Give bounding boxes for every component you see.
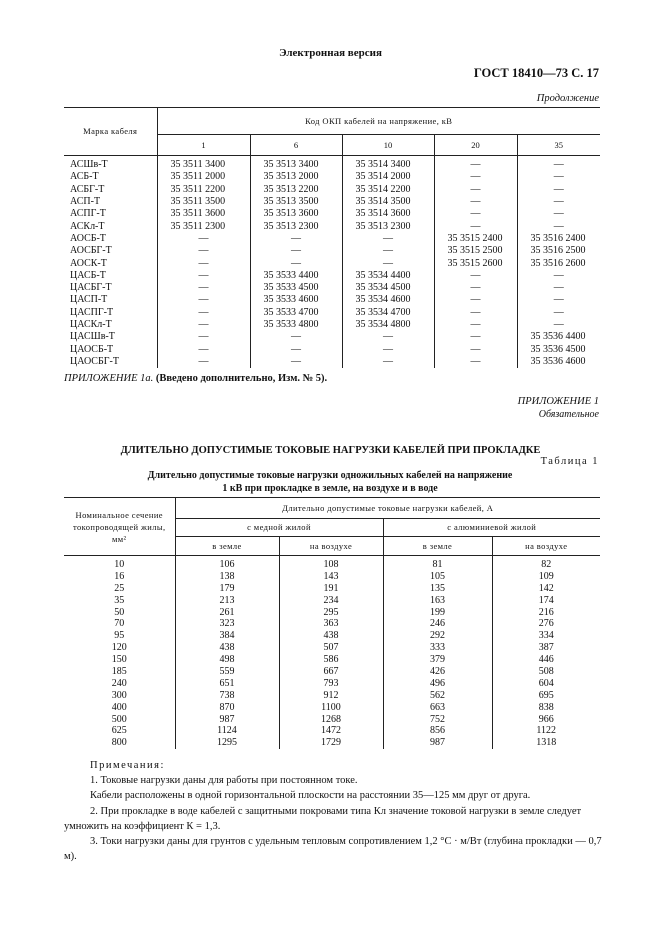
current-load-cell: 1729 [279, 737, 383, 749]
cable-brand-cell: АСП-Т [70, 196, 101, 208]
empty-code-cell: — [517, 282, 600, 294]
aluminum-ground-header: в земле [383, 537, 492, 556]
empty-code-cell: — [157, 270, 250, 282]
table-row [64, 233, 600, 245]
table-row [64, 666, 600, 678]
empty-code-cell: — [434, 331, 517, 343]
current-load-cell: 246 [383, 618, 492, 630]
current-load-cell: 586 [279, 654, 383, 666]
table-row [64, 220, 600, 232]
empty-code-cell: — [434, 171, 517, 183]
cross-section-cell: 50 [114, 606, 125, 618]
okp-code-cell: 35 3511 3500 [157, 196, 250, 208]
empty-code-cell: — [434, 208, 517, 220]
current-load-cell: 109 [492, 571, 600, 583]
electronic-version-label: Электронная версия [279, 47, 382, 59]
table-row [64, 331, 600, 343]
current-load-cell: 334 [492, 630, 600, 642]
current-load-cell: 870 [175, 702, 279, 714]
empty-code-cell: — [157, 282, 250, 294]
table-row [64, 702, 600, 714]
aluminum-air-header: на воздухе [492, 537, 600, 556]
empty-code-cell: — [250, 356, 342, 368]
current-load-cell: 987 [383, 737, 492, 749]
cross-section-cell: 120 [111, 642, 127, 654]
cable-brand-cell: АСШв-Т [70, 159, 108, 171]
current-load-cell: 295 [279, 607, 383, 619]
table-row [64, 356, 600, 368]
cross-section-cell: 16 [114, 570, 125, 582]
empty-code-cell: — [342, 356, 434, 368]
current-load-cell: 276 [492, 618, 600, 630]
table-row [64, 595, 600, 607]
note-1-continued: Кабели расположены в одной горизонтальной плоскости на расстоянии 35—125 мм друг от друга. [90, 790, 531, 802]
empty-code-cell: — [157, 307, 250, 319]
empty-code-cell: — [250, 343, 342, 355]
current-load-cell: 562 [383, 690, 492, 702]
current-load-cell: 663 [383, 702, 492, 714]
table-row [64, 654, 600, 666]
okp-code-cell: 35 3514 2200 [342, 184, 434, 196]
current-load-cell: 135 [383, 583, 492, 595]
okp-code-column-header: Код ОКП кабелей на напряжение, кВ [157, 108, 600, 135]
empty-code-cell: — [434, 294, 517, 306]
okp-code-cell: 35 3533 4600 [250, 294, 342, 306]
notes-block [64, 758, 604, 864]
current-load-cell: 216 [492, 607, 600, 619]
table-row [64, 714, 600, 726]
table-row [64, 270, 600, 282]
current-load-cell: 987 [175, 714, 279, 726]
table-row [64, 245, 600, 257]
table-row [64, 725, 600, 737]
current-load-table [64, 497, 600, 749]
okp-code-cell: 35 3514 3400 [342, 156, 434, 172]
empty-code-cell: — [517, 294, 600, 306]
current-load-cell: 179 [175, 583, 279, 595]
empty-code-cell: — [434, 307, 517, 319]
voltage-header: 10 [342, 135, 434, 156]
okp-code-cell: 35 3511 3600 [157, 208, 250, 220]
current-load-cell: 1318 [492, 737, 600, 749]
cable-brand-cell: АОСК-Т [70, 257, 107, 269]
note-2: 2. При прокладке в воде кабелей с защитными покровами типа Кл значение токовой нагрузки в земле следует умножить на коэффициент К = 1,3. [64, 805, 582, 832]
copper-group-header: с медной жилой [175, 519, 383, 537]
current-load-cell: 292 [383, 630, 492, 642]
current-load-cell: 1124 [175, 725, 279, 737]
empty-code-cell: — [342, 245, 434, 257]
empty-code-cell: — [517, 156, 600, 172]
cross-section-cell: 240 [111, 677, 127, 689]
empty-code-cell: — [517, 196, 600, 208]
appendix-1a-amendment: (Введено дополнительно, Изм. № 5). [155, 373, 328, 384]
current-load-cell: 384 [175, 630, 279, 642]
empty-code-cell: — [434, 156, 517, 172]
cable-brand-cell: АСБГ-Т [70, 183, 105, 195]
cross-section-cell: 500 [111, 713, 127, 725]
current-load-cell: 323 [175, 618, 279, 630]
table-row [64, 737, 600, 749]
okp-code-cell: 35 3515 2600 [434, 257, 517, 269]
cross-section-cell: 150 [111, 654, 127, 666]
current-load-cell: 387 [492, 642, 600, 654]
okp-code-cell: 35 3533 4400 [250, 270, 342, 282]
okp-code-cell: 35 3536 4400 [517, 331, 600, 343]
current-load-cell: 426 [383, 666, 492, 678]
current-load-cell: 496 [383, 678, 492, 690]
table-row [64, 257, 600, 269]
notes-heading: Примечания: [90, 760, 165, 771]
table-row [64, 156, 600, 172]
empty-code-cell: — [157, 233, 250, 245]
table-number-label: Таблица 1 [540, 456, 599, 467]
current-load-cell: 174 [492, 595, 600, 607]
current-load-cell: 108 [279, 556, 383, 571]
cable-brand-cell: АСКл-Т [70, 220, 105, 232]
table-row [64, 571, 600, 583]
current-load-cell: 1268 [279, 714, 383, 726]
current-load-cell: 438 [279, 630, 383, 642]
table-row [64, 678, 600, 690]
empty-code-cell: — [250, 257, 342, 269]
current-load-cell: 106 [175, 556, 279, 571]
current-load-cell: 651 [175, 678, 279, 690]
brand-column-header: Марка кабеля [64, 108, 157, 156]
empty-code-cell: — [434, 343, 517, 355]
current-load-cell: 507 [279, 642, 383, 654]
aluminum-group-header: с алюминиевой жилой [383, 519, 600, 537]
empty-code-cell: — [250, 245, 342, 257]
okp-code-cell: 35 3513 2300 [250, 220, 342, 232]
cable-brand-cell: ЦАСШв-Т [70, 331, 115, 343]
cross-section-cell: 10 [114, 558, 125, 570]
okp-code-cell: 35 3513 3500 [250, 196, 342, 208]
cross-section-cell: 185 [111, 665, 127, 677]
load-column-header: Длительно допустимые токовые нагрузки кабелей, А [175, 498, 600, 519]
okp-code-cell: 35 3513 2200 [250, 184, 342, 196]
cable-brand-cell: ЦАОСБГ-Т [70, 355, 119, 367]
copper-ground-header: в земле [175, 537, 279, 556]
cable-brand-cell: ЦАСБГ-Т [70, 282, 112, 294]
cable-brand-cell: ЦАСПГ-Т [70, 306, 114, 318]
empty-code-cell: — [517, 171, 600, 183]
okp-code-cell: 35 3513 3600 [250, 208, 342, 220]
empty-code-cell: — [157, 331, 250, 343]
empty-code-cell: — [157, 294, 250, 306]
okp-code-cell: 35 3515 2500 [434, 245, 517, 257]
current-load-cell: 234 [279, 595, 383, 607]
empty-code-cell: — [434, 196, 517, 208]
cross-section-cell: 35 [114, 594, 125, 606]
current-load-cell: 138 [175, 571, 279, 583]
okp-code-cell: 35 3533 4700 [250, 307, 342, 319]
note-1: 1. Токовые нагрузки даны для работы при постоянном токе. [90, 775, 358, 787]
empty-code-cell: — [434, 220, 517, 232]
table-row [64, 184, 600, 196]
okp-code-cell: 35 3513 2000 [250, 171, 342, 183]
okp-code-cell: 35 3534 4500 [342, 282, 434, 294]
voltage-header: 6 [250, 135, 342, 156]
cable-brand-cell: АОСБ-Т [70, 232, 106, 244]
okp-code-cell: 35 3511 2300 [157, 220, 250, 232]
current-load-cell: 667 [279, 666, 383, 678]
empty-code-cell: — [342, 233, 434, 245]
current-load-cell: 438 [175, 642, 279, 654]
current-load-cell: 142 [492, 583, 600, 595]
table-row [64, 556, 600, 571]
okp-code-cell: 35 3533 4500 [250, 282, 342, 294]
empty-code-cell: — [517, 319, 600, 331]
okp-code-cell: 35 3513 3400 [250, 156, 342, 172]
table-row [64, 642, 600, 654]
table-caption-line-1: Длительно допустимые токовые нагрузки одножильных кабелей на напряжение [147, 470, 513, 481]
current-load-cell: 199 [383, 607, 492, 619]
cable-brand-cell: ЦАОСБ-Т [70, 343, 114, 355]
okp-code-cell: 35 3514 2000 [342, 171, 434, 183]
table-row [64, 343, 600, 355]
table-row [64, 319, 600, 331]
current-load-cell: 1122 [492, 725, 600, 737]
current-load-cell: 1472 [279, 725, 383, 737]
current-load-cell: 559 [175, 666, 279, 678]
okp-code-cell: 35 3514 3500 [342, 196, 434, 208]
current-load-cell: 213 [175, 595, 279, 607]
empty-code-cell: — [157, 245, 250, 257]
empty-code-cell: — [250, 331, 342, 343]
current-load-cell: 1100 [279, 702, 383, 714]
current-load-cell: 191 [279, 583, 383, 595]
current-load-cell: 105 [383, 571, 492, 583]
okp-code-cell: 35 3534 4400 [342, 270, 434, 282]
current-load-cell: 738 [175, 690, 279, 702]
empty-code-cell: — [517, 270, 600, 282]
okp-code-cell: 35 3513 2300 [342, 220, 434, 232]
current-load-cell: 912 [279, 690, 383, 702]
empty-code-cell: — [342, 257, 434, 269]
current-load-cell: 333 [383, 642, 492, 654]
cable-brand-cell: АОСБГ-Т [70, 245, 112, 257]
table-caption-line-2: 1 кВ при прокладке в земле, на воздухе и в воде [222, 483, 438, 494]
empty-code-cell: — [517, 184, 600, 196]
voltage-header: 35 [517, 135, 600, 156]
cross-section-cell: 300 [111, 689, 127, 701]
cable-brand-cell: ЦАСБ-Т [70, 269, 106, 281]
current-load-cell: 1295 [175, 737, 279, 749]
okp-code-cell: 35 3516 2400 [517, 233, 600, 245]
section-column-header: Номинальное сечение токопроводящей жилы, мм² [64, 498, 175, 556]
okp-code-cell: 35 3534 4700 [342, 307, 434, 319]
current-load-cell: 81 [383, 556, 492, 571]
table-row [64, 171, 600, 183]
table-row [64, 583, 600, 595]
voltage-header: 1 [157, 135, 250, 156]
section-title: ДЛИТЕЛЬНО ДОПУСТИМЫЕ ТОКОВЫЕ НАГРУЗКИ КАБЕЛЕЙ ПРИ ПРОКЛАДКЕ [120, 445, 541, 456]
table-row [64, 618, 600, 630]
okp-code-table [64, 107, 600, 368]
voltage-header: 20 [434, 135, 517, 156]
current-load-cell: 695 [492, 690, 600, 702]
appendix-1a-note [64, 373, 327, 384]
current-load-cell: 793 [279, 678, 383, 690]
empty-code-cell: — [157, 343, 250, 355]
current-load-cell: 446 [492, 654, 600, 666]
current-load-cell: 966 [492, 714, 600, 726]
current-load-cell: 261 [175, 607, 279, 619]
empty-code-cell: — [434, 319, 517, 331]
current-load-cell: 752 [383, 714, 492, 726]
empty-code-cell: — [157, 356, 250, 368]
empty-code-cell: — [434, 184, 517, 196]
cable-brand-cell: ЦАСП-Т [70, 294, 108, 306]
cross-section-cell: 25 [114, 582, 125, 594]
cross-section-cell: 625 [111, 725, 127, 737]
table-row [64, 607, 600, 619]
current-load-cell: 82 [492, 556, 600, 571]
table-row [64, 294, 600, 306]
okp-code-cell: 35 3536 4500 [517, 343, 600, 355]
okp-code-cell: 35 3515 2400 [434, 233, 517, 245]
empty-code-cell: — [517, 307, 600, 319]
current-load-cell: 604 [492, 678, 600, 690]
note-3: 3. Токи нагрузки даны для грунтов с удельным тепловым сопротивлением 1,2 °С · м/Вт (глубина прокладки — 0,7 м). [64, 836, 602, 863]
continuation-label: Продолжение [536, 93, 599, 104]
current-load-cell: 163 [383, 595, 492, 607]
okp-code-cell: 35 3516 2600 [517, 257, 600, 269]
empty-code-cell: — [434, 270, 517, 282]
table-row [64, 630, 600, 642]
appendix-1-label: ПРИЛОЖЕНИЕ 1 [517, 396, 599, 407]
appendix-1-status: Обязательное [538, 409, 599, 420]
cable-brand-cell: ЦАСКл-Т [70, 319, 112, 330]
current-load-cell: 838 [492, 702, 600, 714]
current-load-cell: 379 [383, 654, 492, 666]
cross-section-cell: 95 [114, 630, 125, 642]
cross-section-cell: 70 [114, 618, 125, 630]
cross-section-cell: 800 [111, 737, 127, 749]
empty-code-cell: — [250, 233, 342, 245]
okp-code-cell: 35 3514 3600 [342, 208, 434, 220]
current-load-cell: 143 [279, 571, 383, 583]
empty-code-cell: — [517, 220, 600, 232]
empty-code-cell: — [434, 282, 517, 294]
empty-code-cell: — [157, 319, 250, 331]
cross-section-cell: 400 [111, 701, 127, 713]
table-row [64, 690, 600, 702]
okp-code-cell: 35 3511 2200 [157, 184, 250, 196]
empty-code-cell: — [157, 257, 250, 269]
empty-code-cell: — [342, 343, 434, 355]
okp-code-cell: 35 3511 3400 [157, 156, 250, 172]
gost-page-header: ГОСТ 18410—73 С. 17 [473, 66, 599, 80]
current-load-cell: 363 [279, 618, 383, 630]
current-load-cell: 498 [175, 654, 279, 666]
okp-code-cell: 35 3511 2000 [157, 171, 250, 183]
table-row [64, 307, 600, 319]
copper-air-header: на воздухе [279, 537, 383, 556]
okp-code-cell: 35 3533 4800 [250, 319, 342, 331]
empty-code-cell: — [517, 208, 600, 220]
okp-code-cell: 35 3534 4800 [342, 319, 434, 331]
current-load-cell: 856 [383, 725, 492, 737]
cable-brand-cell: АСБ-Т [70, 171, 99, 183]
table-caption [100, 469, 560, 495]
table-row [64, 196, 600, 208]
current-load-cell: 508 [492, 666, 600, 678]
table-row [64, 282, 600, 294]
table-row [64, 208, 600, 220]
empty-code-cell: — [342, 331, 434, 343]
okp-code-cell: 35 3516 2500 [517, 245, 600, 257]
appendix-1a-label: ПРИЛОЖЕНИЕ 1а. [64, 373, 154, 384]
empty-code-cell: — [434, 356, 517, 368]
cable-brand-cell: АСПГ-Т [70, 208, 106, 220]
okp-code-cell: 35 3534 4600 [342, 294, 434, 306]
okp-code-cell: 35 3536 4600 [517, 356, 600, 368]
